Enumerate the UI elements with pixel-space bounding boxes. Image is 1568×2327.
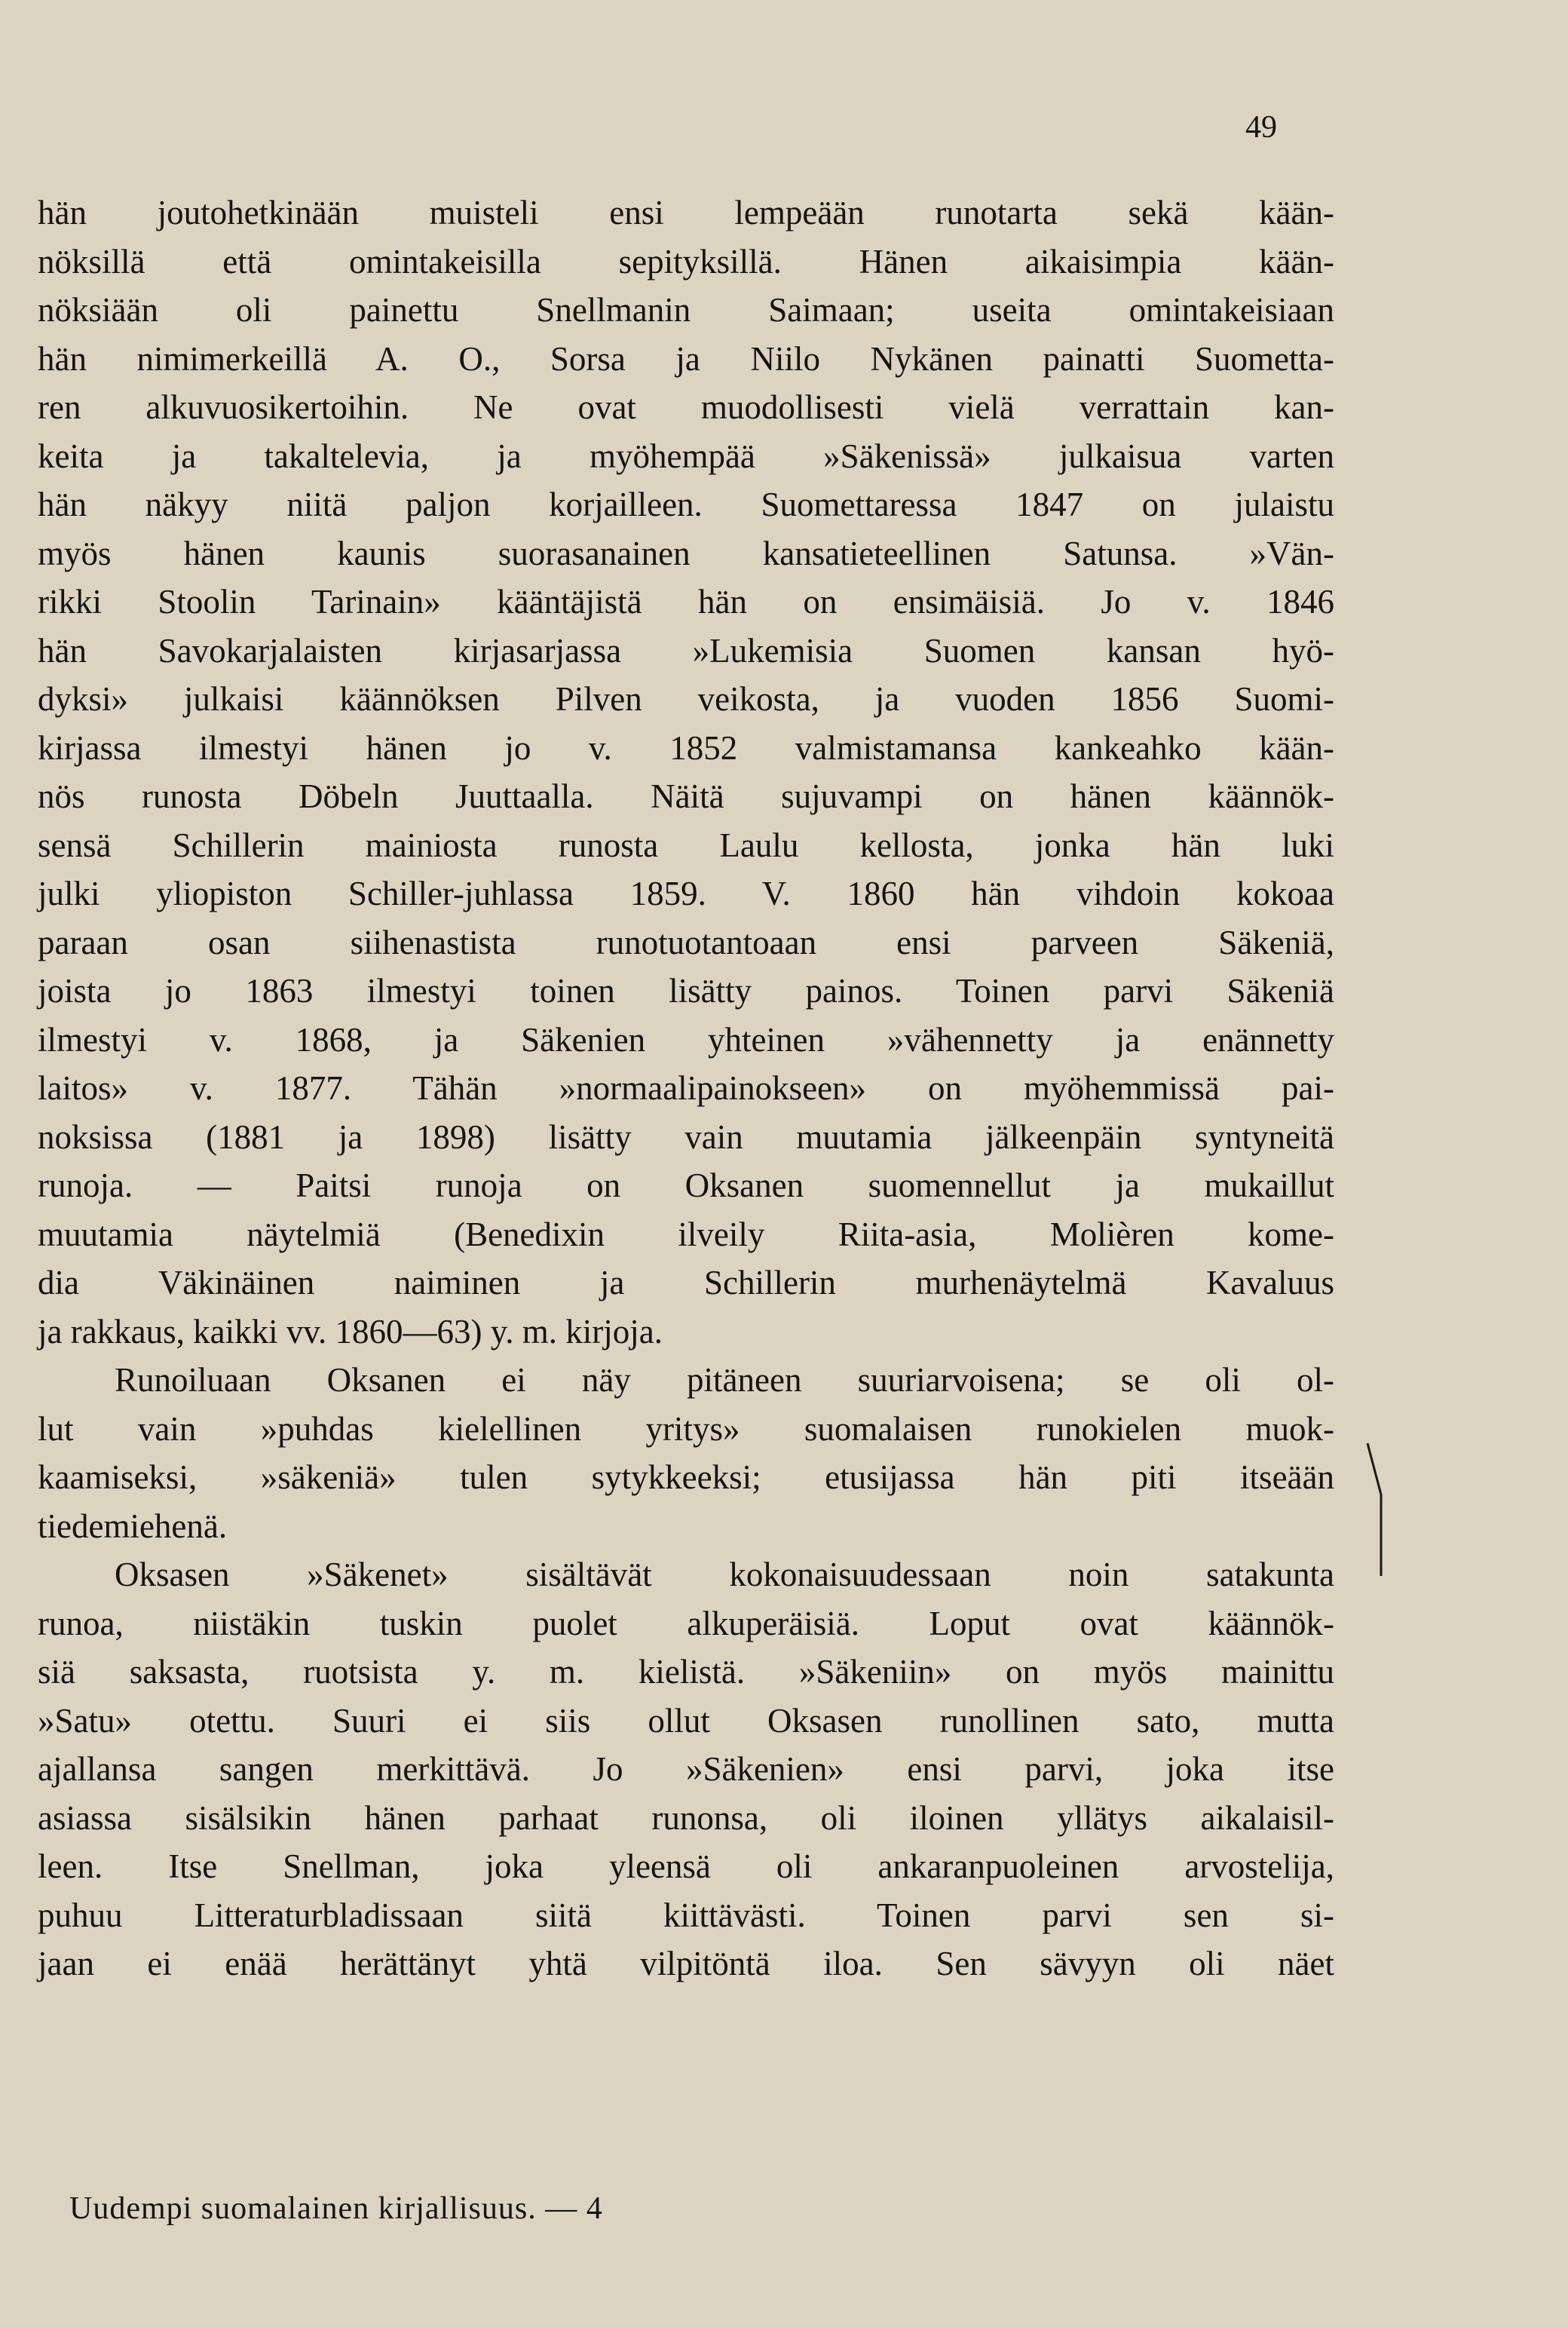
text-line: keita ja takaltelevia, ja myöhempää »Säkenissä» julkaisua varten <box>38 437 1334 475</box>
text-line: jaan ei enää herättänyt yhtä vilpitöntä iloa. Sen sävyyn oli näet <box>38 1945 1334 1982</box>
text-line: hän nimimerkeillä A. O., Sorsa ja Niilo Nykänen painatti Suometta- <box>38 339 1334 378</box>
text-line: muutamia näytelmiä (Benedixin ilveily Riita-asia, Molièren kome- <box>38 1215 1334 1253</box>
text-line: joista jo 1863 ilmestyi toinen lisätty painos. Toinen parvi Säkeniä <box>38 972 1334 1010</box>
running-footer: Uudempi suomalainen kirjallisuus. — 4 <box>69 2191 603 2226</box>
text-line: tiedemiehenä. <box>38 1507 228 1545</box>
text-line: ren alkuvuosikertoihin. Ne ovat muodollisesti vielä verrattain kan- <box>38 388 1334 426</box>
text-line: hän joutohetkinään muisteli ensi lempeään runotarta sekä kään- <box>38 194 1334 231</box>
text-line: hän Savokarjalaisten kirjasarjassa »Lukemisia Suomen kansan hyö- <box>38 631 1334 670</box>
text-line: paraan osan siihenastista runotuotantoaan ensi parveen Säkeniä, <box>38 923 1334 961</box>
text-line: hän näkyy niitä paljon korjailleen. Suomettaressa 1847 on julaistu <box>38 486 1334 523</box>
text-line: noksissa (1881 ja 1898) lisätty vain muutamia jälkeenpäin syntyneitä <box>38 1118 1334 1156</box>
text-line: Runoiluaan Oksanen ei näy pitäneen suuriarvoisena; se oli ol- <box>115 1361 1334 1399</box>
text-line: leen. Itse Snellman, joka yleensä oli ankaranpuoleinen arvostelija, <box>38 1847 1334 1885</box>
text-line: rikki Stoolin Tarinain» kääntäjistä hän on ensimäisiä. Jo v. 1846 <box>38 583 1334 621</box>
text-line: ajallansa sangen merkittävä. Jo »Säkenien» ensi parvi, joka itse <box>38 1750 1334 1788</box>
text-line: dia Väkinäinen naiminen ja Schillerin murhenäytelmä Kavaluus <box>38 1264 1334 1301</box>
margin-mark <box>1366 1442 1383 1577</box>
text-line: siä saksasta, ruotsista y. m. kielistä. »Säkeniin» on myös mainittu <box>38 1653 1334 1691</box>
text-line: lut vain »puhdas kielellinen yritys» suomalaisen runokielen muok- <box>38 1409 1334 1448</box>
text-line: asiassa sisälsikin hänen parhaat runonsa, oli iloinen yllätys aikalaisil- <box>38 1798 1334 1837</box>
text-line: ilmestyi v. 1868, ja Säkenien yhteinen »vähennetty ja enännetty <box>38 1020 1334 1059</box>
text-line: nöksillä että omintakeisilla sepityksillä. Hänen aikaisimpia kään- <box>38 242 1334 281</box>
body-text <box>38 189 1334 1988</box>
text-line: kaamiseksi, »säkeniä» tulen sytykkeeksi; etusijassa hän piti itseään <box>38 1458 1334 1496</box>
text-line: kirjassa ilmestyi hänen jo v. 1852 valmistamansa kankeahko kään- <box>38 728 1334 767</box>
page-number: 49 <box>1245 110 1277 145</box>
text-line: runoja. — Paitsi runoja on Oksanen suomennellut ja mukaillut <box>38 1167 1334 1204</box>
text-line: runoa, niistäkin tuskin puolet alkuperäisiä. Loput ovat käännök- <box>38 1604 1334 1642</box>
text-line: puhuu Litteraturbladissaan siitä kiittävästi. Toinen parvi sen si- <box>38 1896 1334 1934</box>
text-line: nös runosta Döbeln Juuttaalla. Näitä sujuvampi on hänen käännök- <box>38 777 1334 815</box>
text-line: sensä Schillerin mainiosta runosta Laulu kellosta, jonka hän luki <box>38 826 1334 864</box>
text-line: Oksasen »Säkenet» sisältävät kokonaisuudessaan noin satakunta <box>115 1556 1334 1593</box>
text-line: nöksiään oli painettu Snellmanin Saimaan; useita omintakeisiaan <box>38 291 1334 329</box>
text-line: dyksi» julkaisi käännöksen Pilven veikosta, ja vuoden 1856 Suomi- <box>38 680 1334 718</box>
text-line: ja rakkaus, kaikki vv. 1860—63) y. m. kirjoja. <box>38 1312 663 1351</box>
text-line: laitos» v. 1877. Tähän »normaalipainokseen» on myöhemmissä pai- <box>38 1069 1334 1107</box>
text-line: »Satu» otettu. Suuri ei siis ollut Oksasen runollinen sato, mutta <box>38 1701 1334 1740</box>
text-line: julki yliopiston Schiller-juhlassa 1859. V. 1860 hän vihdoin kokoaa <box>38 875 1334 912</box>
text-line: myös hänen kaunis suorasanainen kansatieteellinen Satunsa. »Vän- <box>38 534 1334 572</box>
